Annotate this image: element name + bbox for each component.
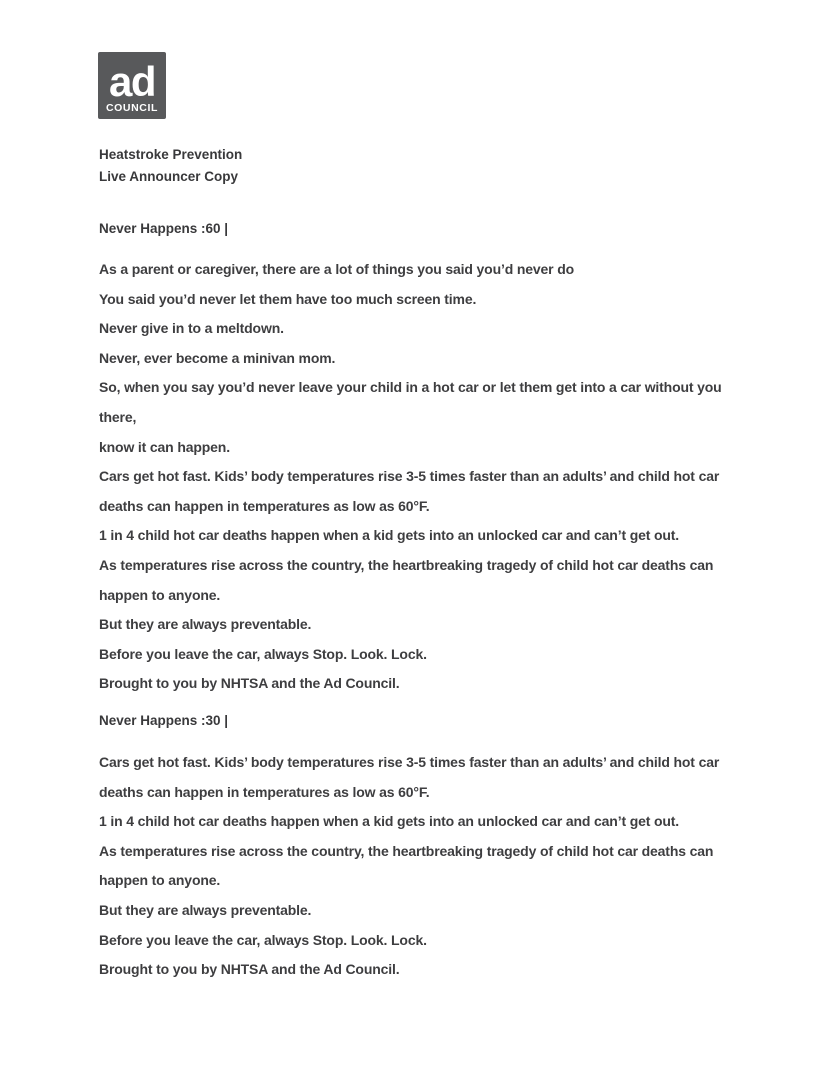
script-line: But they are always preventable. (99, 616, 312, 633)
section-60-body (99, 255, 722, 699)
ad-council-logo (98, 52, 166, 119)
script-line: happen to anyone. (99, 586, 221, 603)
script-line: deaths can happen in temperatures as low as 60°F. (99, 497, 430, 514)
script-line: Brought to you by NHTSA and the Ad Council. (99, 961, 400, 978)
script-line: deaths can happen in temperatures as low as 60°F. (99, 783, 430, 800)
script-line: Cars get hot fast. Kids’ body temperatures rise 3-5 times faster than an adults’ and child hot car (99, 468, 720, 485)
script-line: So, when you say you’d never leave your child in a hot car or let them get into a car without you (99, 379, 722, 396)
section-30-heading: Never Happens :30 | (99, 713, 229, 728)
doc-title-line-2: Live Announcer Copy (99, 169, 239, 184)
script-line: 1 in 4 child hot car deaths happen when a kid gets into an unlocked car and can’t get out. (99, 813, 680, 830)
logo-ad-text: ad (108, 58, 155, 106)
script-line: As temperatures rise across the country, the heartbreaking tragedy of child hot car deaths can (99, 556, 714, 573)
script-line: As temperatures rise across the country, the heartbreaking tragedy of child hot car deaths can (99, 842, 714, 859)
document-title (99, 144, 242, 188)
script-line: But they are always preventable. (99, 901, 312, 918)
script-line: Cars get hot fast. Kids’ body temperatures rise 3-5 times faster than an adults’ and child hot car (99, 754, 720, 770)
script-line: Before you leave the car, always Stop. Look. Lock. (99, 931, 427, 948)
script-line: there, (99, 408, 137, 425)
script-line: happen to anyone. (99, 872, 221, 889)
section-30-body (99, 748, 719, 985)
script-line: Brought to you by NHTSA and the Ad Council. (99, 675, 400, 692)
doc-title-line-1: Heatstroke Prevention (99, 147, 243, 162)
script-line: know it can happen. (99, 438, 230, 455)
script-line: Never give in to a meltdown. (99, 320, 284, 337)
script-line: As a parent or caregiver, there are a lot of things you said you’d never do (99, 261, 574, 277)
section-60-heading: Never Happens :60 | (99, 221, 229, 236)
script-line: Before you leave the car, always Stop. Look. Lock. (99, 645, 427, 662)
script-line: 1 in 4 child hot car deaths happen when a kid gets into an unlocked car and can’t get out. (99, 527, 680, 544)
script-line: Never, ever become a minivan mom. (99, 349, 336, 366)
logo-council-text: COUNCIL (105, 102, 159, 114)
script-line: You said you’d never let them have too much screen time. (99, 290, 477, 307)
